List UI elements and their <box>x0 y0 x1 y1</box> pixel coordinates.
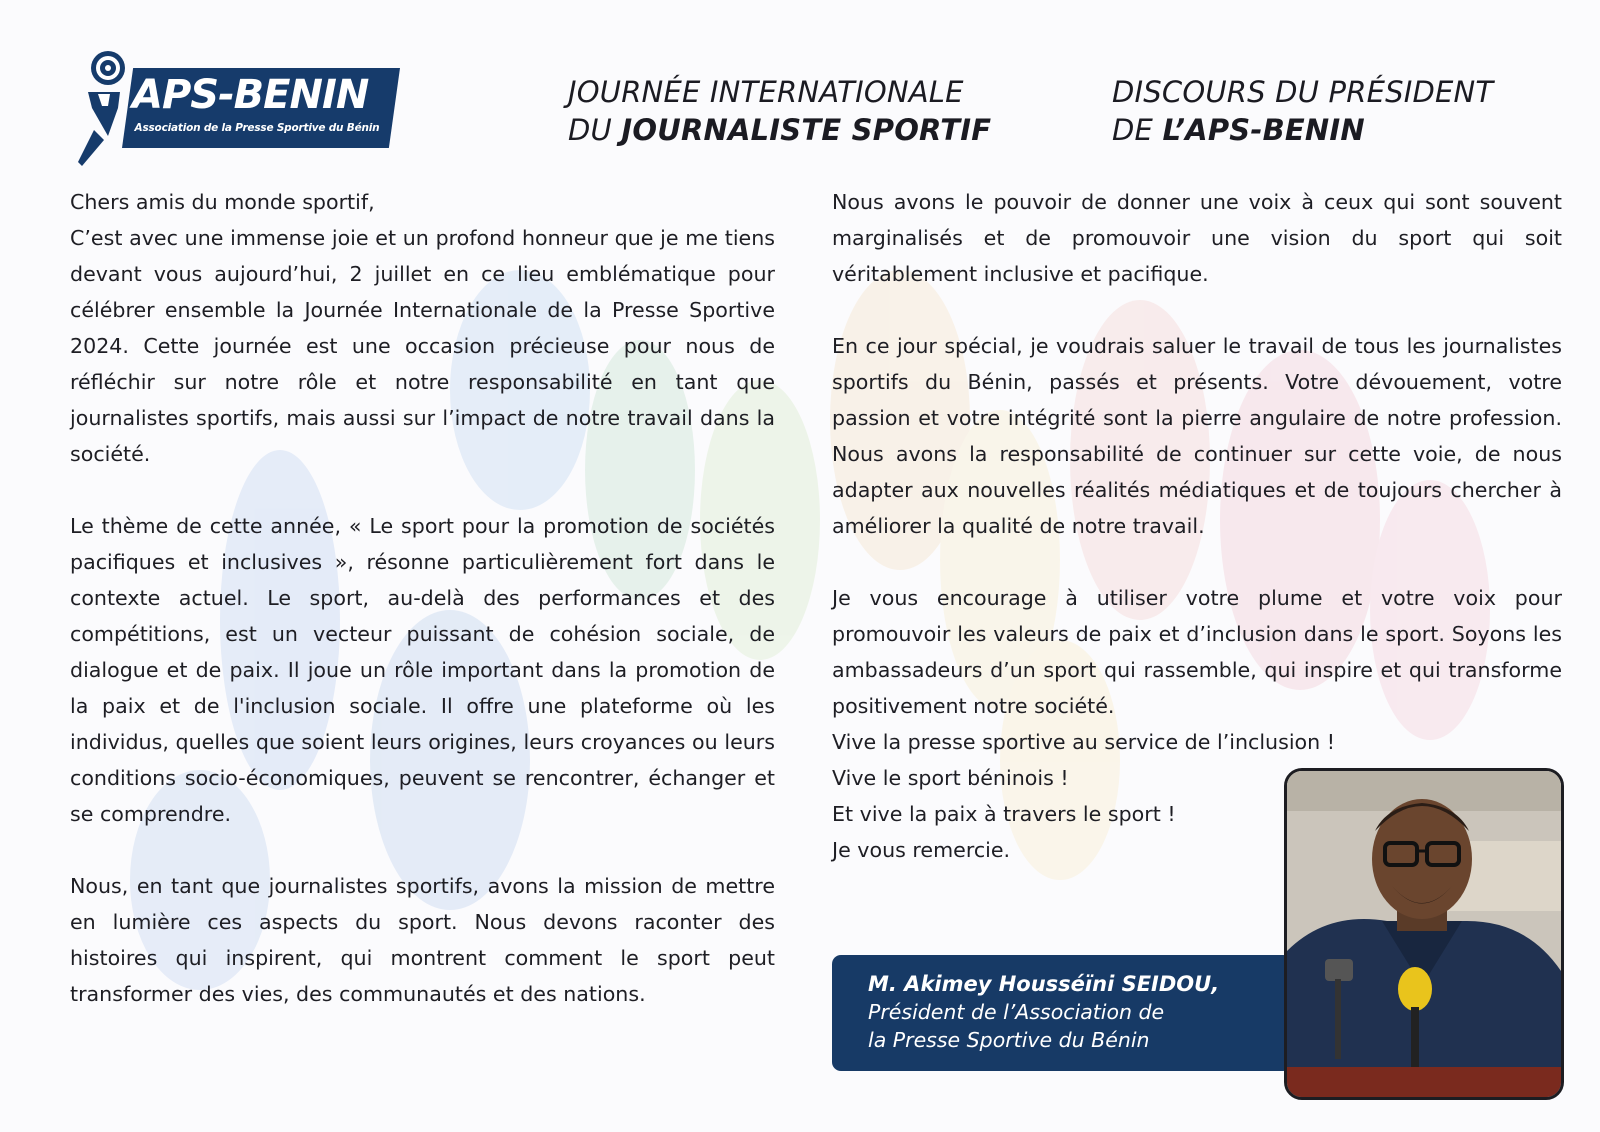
logo-name: APS-BENIN <box>132 72 369 118</box>
logo-subtitle: Association de la Presse Sportive du Bénin <box>134 122 380 134</box>
portrait-illustration <box>1287 771 1561 1097</box>
closing-line: Et vive la paix à travers le sport ! <box>832 802 1176 826</box>
greeting: Chers amis du monde sportif, <box>70 190 375 214</box>
aps-benin-logo <box>74 48 400 170</box>
signature-title: Président de l’Association de la Presse Sportive du Bénin <box>868 1000 1165 1052</box>
event-heading <box>568 73 991 149</box>
speech-heading-line1: DISCOURS DU PRÉSIDENT <box>1112 75 1494 109</box>
event-heading-line1: JOURNÉE INTERNATIONALE <box>568 75 964 109</box>
president-portrait <box>1284 768 1564 1100</box>
closing-line: Vive le sport béninois ! <box>832 766 1069 790</box>
paragraph: En ce jour spécial, je voudrais saluer le travail de tous les journalistes sportifs du Bénin, passés et présents. Votre dévouement, votre passion et votre intégrité sont la pierre angulaire de notre profession. Nous avons la responsabilité de continuer sur cette voie, de nous adapter aux nouvelles réalités médiatiques et de toujours chercher à améliorer la qualité de notre travail. <box>832 334 1562 538</box>
closing-line: Je vous remercie. <box>832 838 1011 862</box>
paragraph: C’est avec une immense joie et un profond honneur que je me tiens devant vous aujourd’hui, 2 juillet en ce lieu emblématique pour célébrer ensemble la Journée Internationale de la Presse Sportive 2024. Cette journée est une occasion précieuse pour nous de réfléchir sur notre rôle et notre responsabilité en tant que journalistes sportifs, mais aussi sur l’impact de notre travail dans la société. <box>70 226 775 466</box>
paragraph: Nous avons le pouvoir de donner une voix à ceux qui sont souvent marginalisés et de promouvoir une vision du sport qui soit véritablement inclusive et pacifique. <box>832 190 1562 286</box>
event-heading-line2: DU JOURNALISTE SPORTIF <box>568 113 992 147</box>
left-column <box>70 184 775 1012</box>
right-column <box>832 184 1562 868</box>
closing-line: Vive la presse sportive au service de l’inclusion ! <box>832 730 1336 754</box>
paragraph: Nous, en tant que journalistes sportifs, avons la mission de mettre en lumière ces aspects du sport. Nous devons raconter des histoires qui inspirent, qui montrent comment le sport peut transformer des vies, des communautés et des nations. <box>70 874 775 1006</box>
paragraph: Le thème de cette année, « Le sport pour la promotion de sociétés pacifiques et inclusives », résonne particulièrement fort dans le contexte actuel. Le sport, au-delà des performances et des compétitions, est un vecteur puissant de cohésion sociale, de dialogue et de paix. Il joue un rôle important dans la promotion de la paix et de l'inclusion sociale. Il offre une plateforme où les individus, quelles que soient leurs origines, leurs croyances ou leurs conditions socio-économiques, peuvent se rencontrer, échanger et se comprendre. <box>70 514 775 826</box>
speech-heading <box>1112 73 1493 149</box>
paragraph: Je vous encourage à utiliser votre plume et votre voix pour promouvoir les valeurs de paix et d’inclusion dans le sport. Soyons les ambassadeurs d’un sport qui rassemble, qui inspire et qui transforme positivement notre société. <box>832 586 1562 718</box>
signature-name: M. Akimey Housséïni SEIDOU, <box>868 972 1220 996</box>
speech-heading-line2: DE L’APS-BENIN <box>1112 113 1365 147</box>
